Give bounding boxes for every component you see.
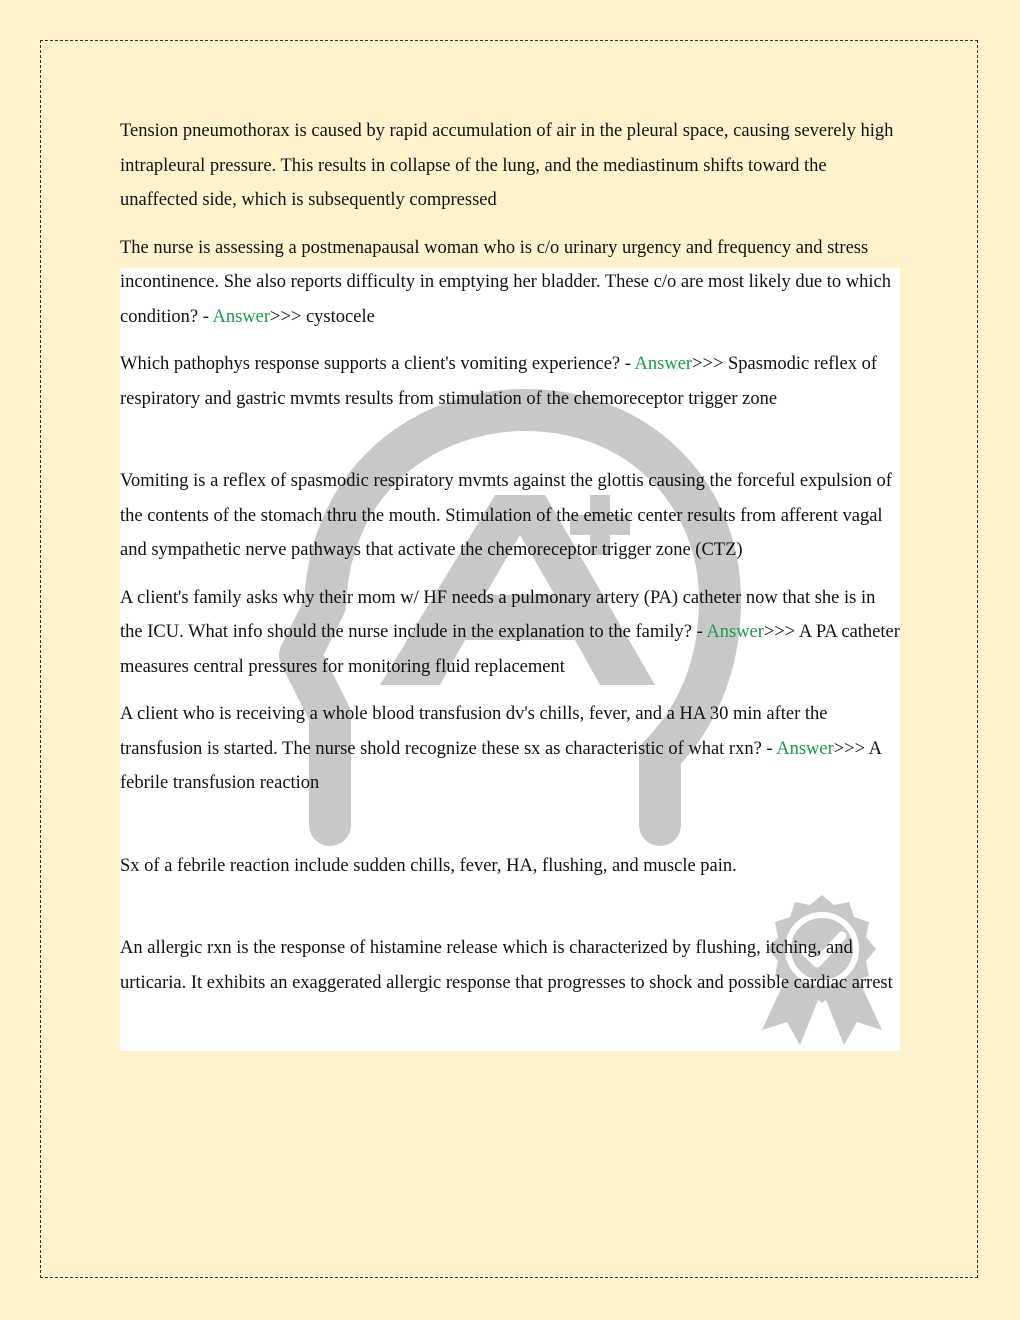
answer-label: Answer bbox=[634, 354, 693, 374]
answer-label: Answer bbox=[706, 622, 764, 642]
answer-text: cystocele bbox=[301, 306, 375, 327]
question-pa-catheter bbox=[120, 581, 900, 685]
answer-separator: >>> bbox=[763, 622, 796, 642]
question-text: Which pathophys response supports a client's vomiting experience? - bbox=[120, 354, 635, 374]
answer-label: Answer bbox=[776, 738, 834, 759]
document-body bbox=[120, 114, 900, 1013]
answer-text: A PA catheter measures central pressures for monitoring fluid replacement bbox=[120, 622, 900, 677]
paragraph-tension-pneumothorax: Tension pneumothorax is caused by rapid accumulation of air in the pleural space, causing severely high intrapleural pressure. This results in collapse of the lung, and the mediastinum shifts toward the unaffected side, which is subsequently compressed bbox=[120, 121, 894, 210]
question-text: A client's family asks why their mom w/ HF needs a pulmonary artery (PA) catheter now that she is in the ICU. What info should the nurse include in the explanation to the family? - bbox=[120, 587, 876, 642]
paragraph-vomiting-explanation: Vomiting is a reflex of spasmodic respiratory mvmts against the glottis causing the forceful expulsion of the contents of the stomach thru the mouth. Stimulation of the emetic center results from afferent vagal and sympathetic nerve pathways that activate the chemoreceptor trigger zone (CTZ) bbox=[120, 471, 892, 560]
answer-text: A febrile transfusion reaction bbox=[120, 738, 882, 793]
question-text: A client who is receiving a whole blood transfusion dv's chills, fever, and a HA 30 min after the transfusion is started. The nurse shold recognize these sx as characteristic of what rxn? - bbox=[120, 704, 828, 759]
paragraph-allergic-reaction: An allergic rxn is the response of histamine release which is characterized by flushing, itching, and urticaria. It exhibits an exaggerated allergic response that progresses to shock and possible cardiac arrest bbox=[120, 938, 893, 993]
question-transfusion bbox=[120, 697, 900, 801]
question-text: The nurse is assessing a postmenapausal woman who is c/o urinary urgency and frequency and stress incontinence. She also reports difficulty in emptying her bladder. These c/o are most likely due to which condition? - bbox=[120, 237, 891, 327]
answer-separator: >>> bbox=[833, 738, 866, 759]
answer-separator: >>> bbox=[692, 354, 724, 374]
answer-separator: >>> bbox=[270, 306, 302, 327]
question-cystocele bbox=[120, 231, 900, 335]
question-vomiting bbox=[120, 347, 900, 416]
answer-text: Spasmodic reflex of respiratory and gastric mvmts results from stimulation of the chemoreceptor trigger zone bbox=[120, 354, 878, 409]
paragraph-febrile-reaction: Sx of a febrile reaction include sudden chills, fever, HA, flushing, and muscle pain. bbox=[120, 855, 737, 876]
answer-label: Answer bbox=[212, 306, 271, 327]
